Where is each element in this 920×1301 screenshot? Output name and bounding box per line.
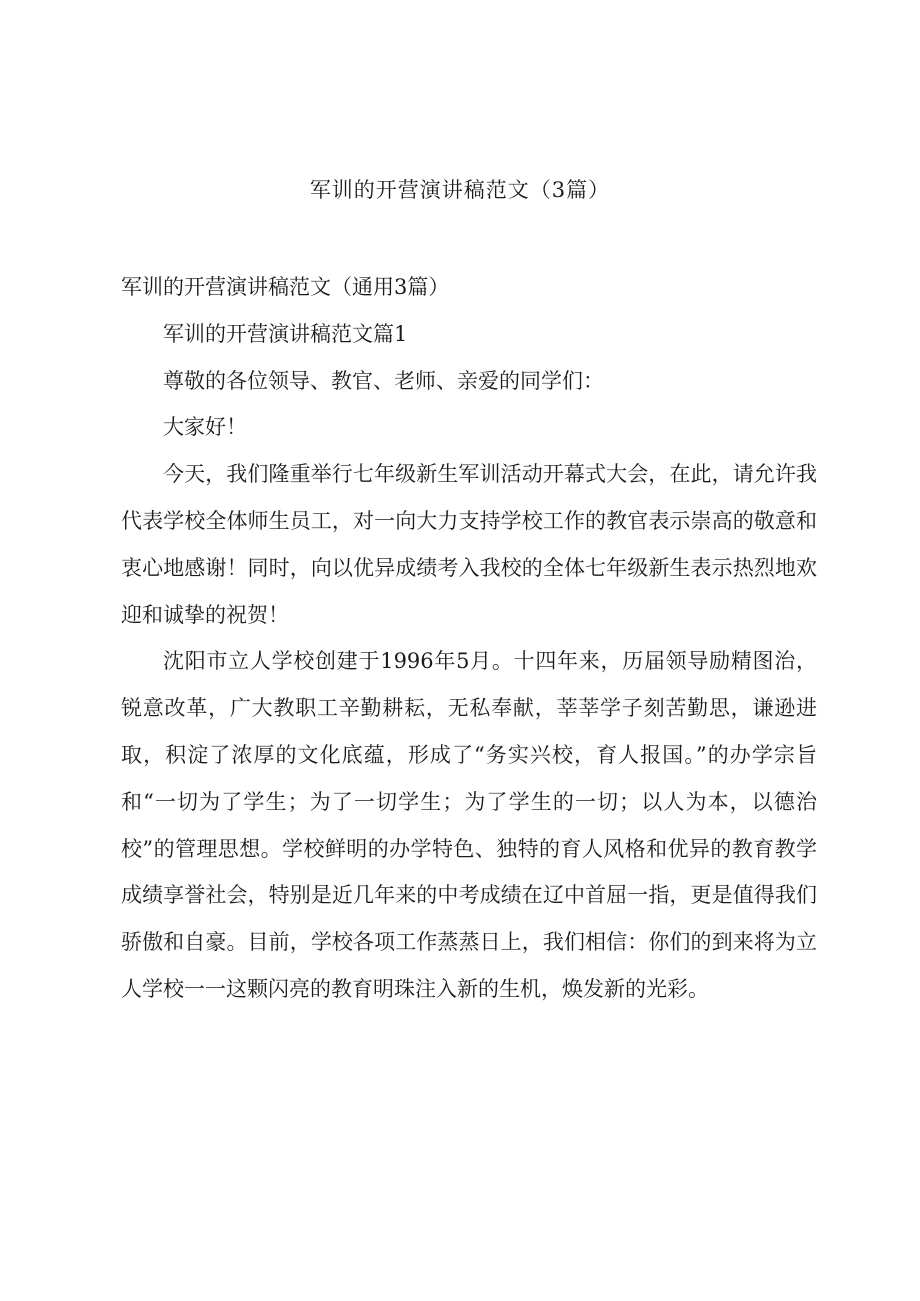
section-heading: 军训的开营演讲稿范文篇1	[163, 321, 408, 346]
body-paragraph-2: 沈阳市立人学校创建于1996年5月。十四年来，历届领导励精图治，锐意改革，广大教职工辛勤耕耘，无私奉献，莘莘学子刻苦勤思，谦逊进取，积淀了浓厚的文化底蕴，形成了“务实兴校，育人报国。”的办学宗旨和“一切为了学生；为了一切学生；为了学生的一切；以人为本，以德治校”的管理思想。学校鲜明的办学特色、独特的育人风格和优异的教育教学成绩享誉社会，特别是近几年来的中考成绩在辽中首屈一指，更是值得我们骄傲和自豪。目前，学校各项工作蒸蒸日上，我们相信：你们的到来将为立人学校一一这颗闪亮的教育明珠注入新的生机，焕发新的光彩。	[121, 649, 817, 1001]
document-body	[121, 264, 817, 1013]
body-paragraph-1: 今天，我们隆重举行七年级新生军训活动开幕式大会，在此，请允许我代表学校全体师生员工，对一向大力支持学校工作的教官表示崇高的敬意和衷心地感谢！同时，向以优异成绩考入我校的全体七年级新生表示热烈地欢迎和诚挚的祝贺！	[121, 462, 817, 627]
greeting: 大家好！	[163, 415, 247, 440]
salutation: 尊敬的各位领导、教官、老师、亲爱的同学们：	[163, 368, 604, 393]
document-title: 军训的开营演讲稿范文（3篇）	[309, 178, 611, 202]
document-subtitle: 军训的开营演讲稿范文（通用3篇）	[121, 275, 450, 299]
